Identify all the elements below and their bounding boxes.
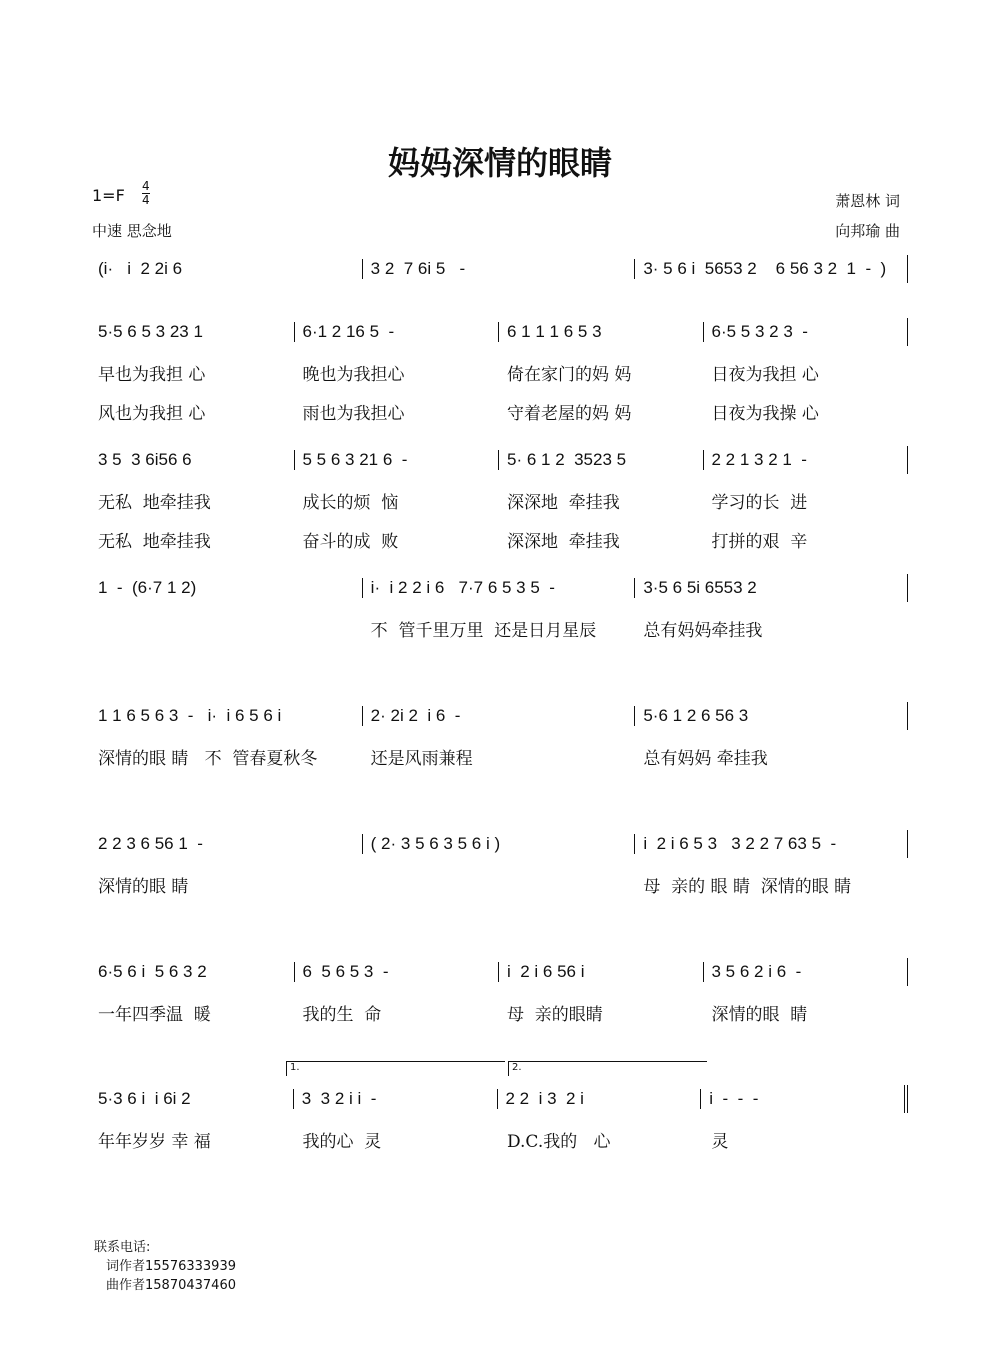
score-system: [90, 318, 908, 424]
contact-info: [94, 1238, 236, 1295]
measure: 3 3 2 i i -: [293, 1089, 497, 1109]
lyric-segment: 深情的眼 睛 不 管春夏秋冬: [98, 749, 318, 769]
lyric-segment: 深情的眼 睛: [98, 877, 189, 897]
measure: ( 2· 3 5 6 3 5 6 i ): [362, 834, 635, 854]
score-system: [90, 255, 908, 283]
notation-line: [90, 574, 908, 602]
score-system: [90, 958, 908, 1025]
ts-top: 4: [142, 179, 150, 193]
notation-line: [90, 318, 908, 346]
measure: 6·5 6 i 5 6 3 2: [98, 962, 207, 981]
lyric-segment: 无私 地牵挂我: [98, 493, 211, 513]
score-system: [90, 1062, 908, 1152]
lyric-segment: 倚在家门的妈 妈: [507, 365, 632, 385]
song-title: 妈妈深情的眼睛: [387, 144, 612, 182]
score-system: [90, 574, 908, 641]
tempo-marking: 中速 思念地: [92, 222, 172, 240]
lyric-segment: [90, 616, 363, 641]
lyric-segment: 早也为我担 心: [98, 365, 206, 385]
lyricist-credit: 萧恩林 词: [835, 192, 900, 210]
measure: 3 5 6 2 i 6 -: [703, 962, 908, 982]
lyric-segment: 深情的眼 睛: [711, 1005, 808, 1025]
lyric-segment: 灵: [711, 1132, 729, 1152]
time-signature: [142, 180, 150, 207]
notation-line: [90, 1085, 908, 1113]
lyric-segment: 晚也为我担心: [302, 365, 405, 385]
lyric-segment: 年年岁岁 幸 福: [98, 1132, 211, 1152]
lyric-segment: 深深地 牵挂我: [507, 532, 620, 552]
measure: i 2 i 6 56 i: [498, 962, 703, 982]
lyricist-phone: 词作者15576333939: [106, 1259, 236, 1274]
lyric-segment: 雨也为我担心: [302, 404, 405, 424]
measure: 2· 2i 2 i 6 -: [362, 706, 635, 726]
lyric-segment: 还是风雨兼程: [370, 749, 473, 769]
lyric-segment: 总有妈妈 牵挂我: [643, 749, 768, 769]
measure: 5·6 1 2 6 56 3: [634, 706, 907, 726]
lyric-segment: [363, 872, 636, 897]
lyric-segment: D.C.我的 心: [507, 1132, 611, 1152]
lyric-segment: 我的心 灵: [302, 1132, 382, 1152]
measure: i 2 i 6 5 3 3 2 2 7 63 5 -: [634, 834, 907, 854]
score-system: [90, 702, 908, 769]
lyric-segment: 守着老屋的妈 妈: [507, 404, 632, 424]
lyric-segment: 总有妈妈牵挂我: [643, 621, 763, 641]
volta-ending: 1.: [286, 1061, 505, 1076]
measure: 3 2 7 6i 5 -: [362, 259, 635, 279]
measure: i· i 2 2 i 6 7·7 6 5 3 5 -: [362, 578, 635, 598]
lyrics-verse-1: [90, 1127, 908, 1152]
lyrics-verse-2: [90, 527, 908, 552]
notation-line: [90, 255, 908, 283]
measure: 3 5 3 6i56 6: [98, 450, 192, 469]
measure: 6 1 1 1 6 5 3: [498, 322, 703, 342]
lyric-segment: 打拼的艰 辛: [711, 532, 808, 552]
measure: 3·5 6 5i 6553 2: [634, 578, 907, 598]
measure: (i· i 2 2i 6: [98, 259, 183, 278]
lyric-segment: 我的生 命: [302, 1005, 382, 1025]
score-system: [90, 446, 908, 552]
score-system: [90, 830, 908, 897]
measure: 5·5 6 5 3 23 1: [98, 322, 203, 341]
lyric-segment: 学习的长 进: [711, 493, 808, 513]
measure: 3· 5 6 i 5653 2 6 56 3 2 1 - ): [634, 259, 907, 279]
lyric-segment: 成长的烦 恼: [302, 493, 399, 513]
volta-ending: 2.: [508, 1061, 707, 1076]
measure: 2 2 1 3 2 1 -: [703, 450, 908, 470]
measure: 5 5 6 3 21 6 -: [294, 450, 499, 470]
lyrics-verse-1: [90, 616, 908, 641]
lyric-segment: 深深地 牵挂我: [507, 493, 620, 513]
lyrics-verse-2: [90, 399, 908, 424]
contact-label: 联系电话:: [94, 1240, 151, 1255]
measure: 5· 6 1 2 3523 5: [498, 450, 703, 470]
measure: 5·3 6 i i 6i 2: [98, 1089, 191, 1108]
lyric-segment: 一年四季温 暖: [98, 1005, 211, 1025]
measure: i - - -: [700, 1089, 904, 1109]
lyric-segment: 奋斗的成 败: [302, 532, 399, 552]
measure: 6·5 5 3 2 3 -: [703, 322, 908, 342]
composer-phone: 曲作者15870437460: [106, 1278, 236, 1293]
lyric-segment: 日夜为我担 心: [711, 365, 819, 385]
lyric-segment: 母 亲的 眼 睛 深情的眼 睛: [643, 877, 852, 897]
notation-line: [90, 702, 908, 730]
measure: 1 1 6 5 6 3 - i· i 6 5 6 i: [98, 706, 282, 725]
lyric-segment: 风也为我担 心: [98, 404, 206, 424]
lyrics-verse-1: [90, 1000, 908, 1025]
measure: 6·1 2 16 5 -: [294, 322, 499, 342]
lyrics-verse-1: [90, 872, 908, 897]
notation-line: [90, 830, 908, 858]
measure: 2 2 i 3 2 i: [497, 1089, 701, 1109]
ts-bottom: 4: [142, 193, 150, 207]
measure: 1 - (6·7 1 2): [98, 578, 197, 597]
key-signature: 1=F: [92, 186, 125, 205]
notation-line: [90, 446, 908, 474]
composer-credit: 向邦瑜 曲: [835, 222, 900, 240]
lyrics-verse-1: [90, 744, 908, 769]
lyrics-verse-1: [90, 488, 908, 513]
notation-line: [90, 958, 908, 986]
lyric-segment: 无私 地牵挂我: [98, 532, 211, 552]
lyrics-verse-1: [90, 360, 908, 385]
lyric-segment: 日夜为我操 心: [711, 404, 819, 424]
measure: 6 5 6 5 3 -: [294, 962, 499, 982]
lyric-segment: 不 管千里万里 还是日月星辰: [370, 621, 597, 641]
lyric-segment: 母 亲的眼睛: [507, 1005, 603, 1025]
measure: 2 2 3 6 56 1 -: [98, 834, 203, 853]
